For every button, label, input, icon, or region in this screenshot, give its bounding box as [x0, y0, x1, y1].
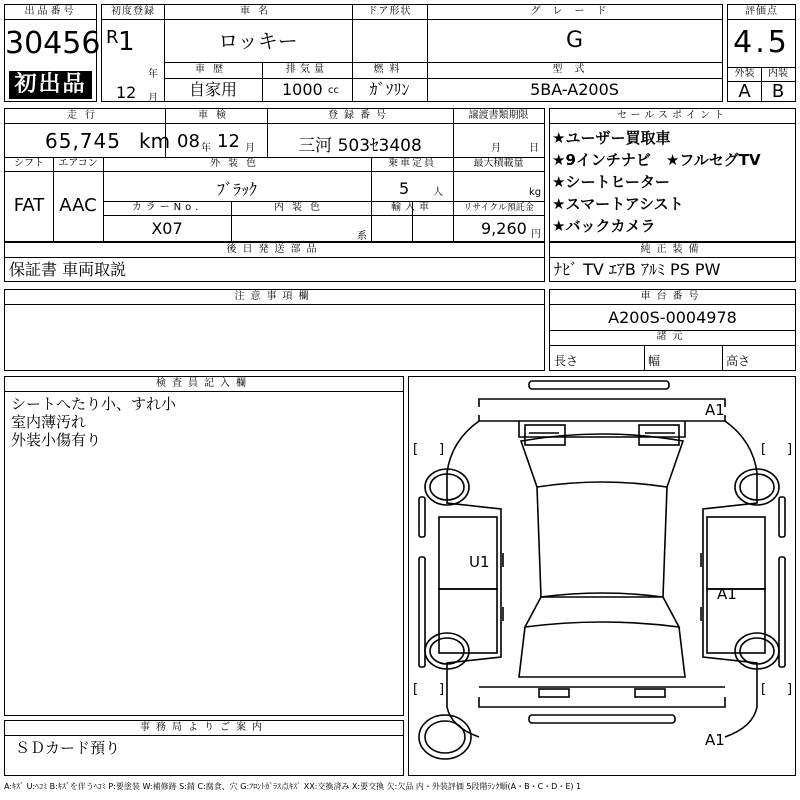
- mark-front-right: A1: [705, 401, 725, 419]
- model: 5BA-A200S: [530, 80, 619, 99]
- door-label: ドア形状: [367, 6, 412, 17]
- lot-label: 出品番号: [5, 5, 96, 20]
- inspector: [4, 376, 404, 716]
- recycle: 9,260: [481, 219, 527, 238]
- chassis: [549, 289, 796, 371]
- bracket-front-left-open: [: [413, 442, 419, 457]
- bracket-rear-left-open: [: [413, 682, 419, 697]
- dims-label: 諸元: [656, 331, 689, 342]
- bracket-rear-right-close: ]: [787, 682, 793, 697]
- lot-box: [4, 4, 101, 102]
- bracket-rear-right-open: [: [761, 682, 767, 697]
- inspector-note-2: 室内薄汚れ: [11, 413, 87, 431]
- chassis-label: 車台番号: [550, 290, 795, 305]
- exterior-grade: A: [738, 81, 751, 102]
- year-value: 1: [118, 27, 135, 57]
- month-unit: 月: [148, 93, 158, 104]
- car-name: ロッキー: [218, 29, 298, 53]
- mileage-label: 走行: [67, 110, 103, 121]
- equipment: [549, 242, 796, 282]
- sales-point-2: ★9インチナビ ★フルセグTV: [552, 151, 761, 169]
- transfer-label: 譲渡書類期限: [468, 110, 529, 121]
- bracket-front-right-open: [: [761, 442, 767, 457]
- sales-points: [549, 108, 796, 242]
- first-reg-label: 初度登録: [111, 6, 155, 17]
- height-label: 高さ: [726, 354, 751, 368]
- rating-box: [727, 4, 796, 102]
- model-label: 型式: [552, 64, 597, 75]
- import-label: 輸入車: [391, 202, 433, 213]
- capacity-unit: 人: [433, 187, 443, 198]
- later-parts-value: 保証書 車両取説: [9, 260, 127, 279]
- sales-point-5: ★バックカメラ: [552, 217, 656, 235]
- fuel: ｶﾞｿﾘﾝ: [369, 80, 410, 99]
- inspection-year: 08: [177, 131, 200, 152]
- sales-point-3: ★シートヒーター: [552, 173, 670, 191]
- interior-grade: B: [771, 81, 785, 102]
- later-parts-label: 後日発送部品: [5, 243, 544, 258]
- office: [4, 720, 404, 776]
- lot-number: 30456: [5, 26, 101, 61]
- legend: A:ｷｽﾞ U:ﾍｺﾐ B:ｷｽﾞを伴うﾍｺﾐ P:要塗装 W:補修跡 S:錆 C:腐食、穴 G:ﾌﾛﾝﾄｶﾞﾗｽ点ｷｽﾞ XX:交換済み X:要交換 欠:欠品 内・外装評価 5段階ﾗﾝｸ順(A・B・C・D・E) 1: [4, 782, 582, 791]
- caution: [4, 289, 545, 371]
- length-label: 長さ: [554, 354, 579, 368]
- inspector-note-3: 外装小傷有り: [11, 431, 102, 449]
- sales-points-label: セールスポイント: [550, 109, 795, 124]
- inspector-label: 検査員記入欄: [5, 377, 403, 392]
- shift: FAT: [13, 195, 45, 216]
- mileage: 65,745: [45, 129, 121, 153]
- color-no: X07: [151, 219, 183, 238]
- bracket-front-right-close: ]: [787, 442, 793, 457]
- mark-left-side: U1: [469, 553, 490, 571]
- rating-label: 評価点: [728, 5, 795, 20]
- caution-label: 注意事項欄: [5, 290, 544, 305]
- load-label: 最大積載量: [473, 158, 524, 169]
- displacement: 1000: [282, 80, 323, 99]
- transfer-day-unit: 日: [529, 143, 539, 154]
- mark-right-side: A1: [717, 585, 737, 603]
- bracket-front-left-close: ]: [439, 442, 445, 457]
- plate-label: 登録番号: [328, 110, 392, 121]
- office-label: 事務局よりご案内: [5, 721, 403, 736]
- interior-label: 内装: [768, 68, 788, 79]
- inspection-month: 12: [217, 131, 240, 152]
- load-unit: kg: [529, 187, 542, 198]
- sales-point-1: ★ユーザー買取車: [552, 129, 671, 147]
- plate: 三河 503ｾ3408: [298, 136, 422, 156]
- shift-label: シフト: [14, 158, 44, 169]
- exterior-label: 外装: [734, 68, 755, 79]
- sales-point-4: ★スマートアシスト: [552, 195, 684, 213]
- history: 自家用: [188, 80, 237, 99]
- interior-color-unit: 系: [357, 231, 367, 242]
- inspection-month-unit: 月: [245, 143, 255, 154]
- car-diagram: [408, 376, 796, 776]
- ac-label: エアコン: [58, 158, 98, 169]
- year-unit: 年: [148, 69, 158, 80]
- chassis-value: A200S-0004978: [608, 308, 737, 327]
- rating-value: 4.5: [733, 25, 790, 60]
- ac: AAC: [59, 195, 97, 216]
- color-no-label: カラーNo.: [131, 202, 203, 213]
- fuel-label: 燃料: [373, 64, 406, 75]
- era: R: [106, 27, 119, 48]
- width-label: 幅: [648, 354, 661, 368]
- color: ﾌﾞﾗｯｸ: [216, 180, 257, 199]
- car-name-label: 車名: [240, 6, 276, 17]
- displacement-label: 排気量: [286, 64, 328, 75]
- vehicle-info: [4, 108, 545, 242]
- mileage-unit: km: [139, 129, 171, 153]
- first-listing-badge: 初出品: [9, 71, 92, 99]
- mark-rear: A1: [705, 731, 725, 749]
- month-value: 12: [116, 83, 137, 102]
- inspection-label: 車検: [198, 110, 234, 121]
- grade-label: グレード: [530, 6, 619, 17]
- recycle-label: リサイクル預託金: [463, 203, 534, 213]
- office-value: ＳＤカード預り: [15, 739, 121, 757]
- interior-color-label: 内装色: [274, 202, 328, 213]
- transfer-month-unit: 月: [491, 143, 501, 154]
- bracket-rear-left-close: ]: [439, 682, 445, 697]
- capacity-label: 乗車定員: [388, 158, 436, 169]
- later-parts: [4, 242, 545, 282]
- inspection-year-unit: 年: [201, 143, 211, 154]
- inspector-note-1: シートへたり小、すれ小: [11, 395, 177, 413]
- recycle-unit: 円: [531, 229, 541, 240]
- car-diagram-svg: [409, 377, 795, 775]
- equipment-label: 純正装備: [550, 243, 795, 258]
- header-main: [101, 4, 723, 102]
- color-label: 外装色: [210, 158, 264, 169]
- equipment-value: ﾅﾋﾞ TV ｴｱB ｱﾙﾐ PS PW: [554, 260, 721, 279]
- grade: G: [565, 28, 584, 53]
- history-label: 車歴: [195, 64, 231, 75]
- displacement-unit: cc: [328, 85, 339, 96]
- capacity: 5: [399, 179, 410, 198]
